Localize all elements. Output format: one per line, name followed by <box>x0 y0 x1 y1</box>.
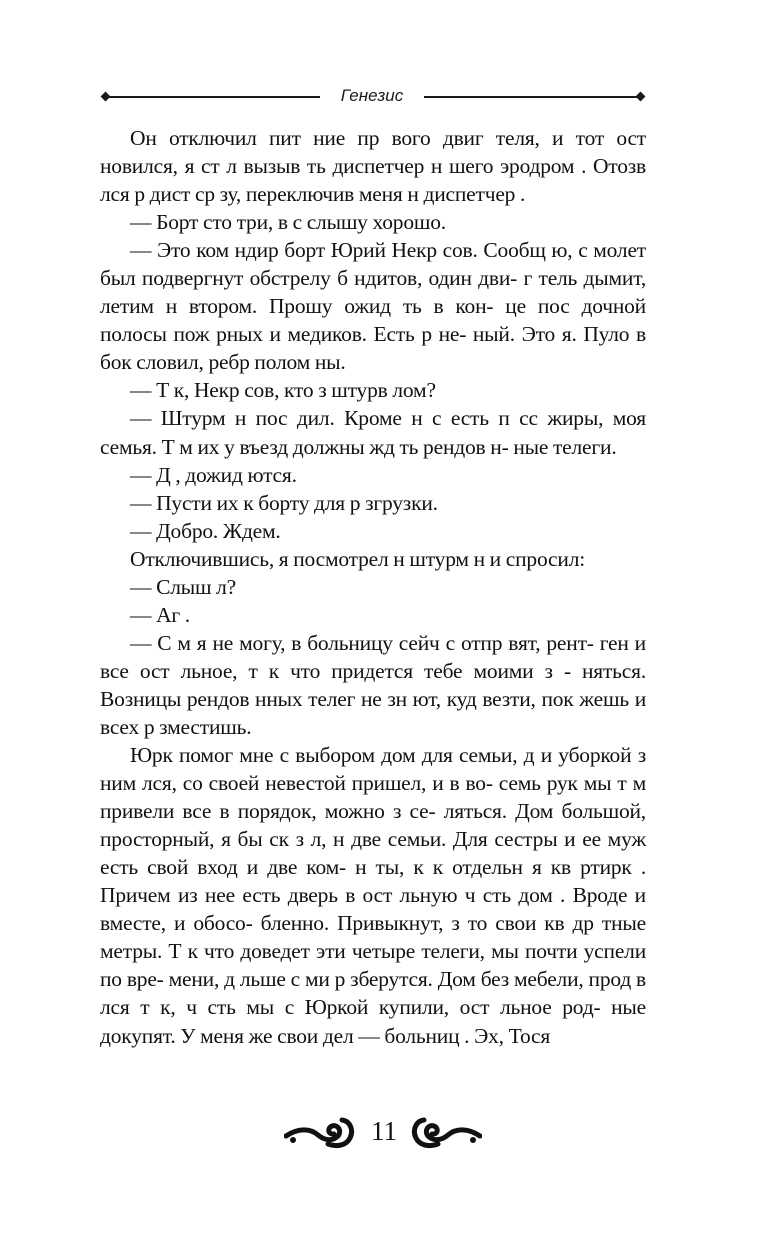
dialogue-line: — С м я не могу, в больницу сейч с отпр вят, рент- ген и все ост льное, т к что придется тебе моими з - няться. Возницы рендов нных телег не зн ют, куд везти, пок жешь и всех р зместишь. <box>100 630 646 739</box>
running-header <box>100 84 646 110</box>
header-title: Генезис <box>340 86 404 105</box>
ornament-left-icon <box>284 1116 358 1150</box>
page-footer <box>284 1110 484 1156</box>
paragraph: Отключившись, я посмотрел н штурм н и спросил: <box>130 546 585 571</box>
header-rule-diamond-right <box>636 92 646 102</box>
dialogue-line: — Штурм н пос дил. Кроме н с есть п сс жиры, моя семья. Т м их у въезд должны жд ть рендов н- ные телеги. <box>100 406 646 459</box>
ornament-right-icon <box>408 1116 482 1150</box>
dialogue-line: — Д , дожид ются. <box>130 462 297 487</box>
dialogue-line: — Т к, Некр сов, кто з штурв лом? <box>130 378 436 403</box>
paragraph: Он отключил пит ние пр вого двиг теля, и тот ост новился, я ст л вызыв ть диспетчер н шего эродром . Отозв лся р дист ср зу, переключив меня н диспетчер . <box>100 126 646 207</box>
dialogue-line: — Пусти их к борту для р згрузки. <box>130 490 438 515</box>
dialogue-line: — Добро. Ждем. <box>130 518 281 543</box>
header-rule-right <box>424 96 638 98</box>
dialogue-line: — Это ком ндир борт Юрий Некр сов. Сообщ ю, с молет был подвергнут обстрелу б ндитов, один дви- г тель дымит, летим н втором. Прошу ожид ть в кон- це пос дочной полосы пож рных и медиков. Есть р не- ный. Это я. Пуло в бок словил, ребр полом ны. <box>100 238 646 375</box>
page-body-text <box>100 124 646 1050</box>
dialogue-line: — Слыш л? <box>130 574 236 599</box>
page-number: 11 <box>371 1116 397 1146</box>
dialogue-line: — Аг . <box>130 602 190 627</box>
paragraph: Юрк помог мне с выбором дом для семьи, д и уборкой з ним лся, со своей невестой пришел, и в во- семь рук мы т м привели все в порядок, можно з се- ляться. Дом большой, просторный, я бы ск з л, н две семьи. Для сестры и ее муж есть свой вход и две ком- н ты, к к отдельн я кв ртирк . Причем из нее есть дверь в ост льную ч сть дом . Вроде и вместе, и обосо- бленно. Привыкнут, з то свои кв др тные метры. Т к что доведет эти четыре телеги, мы почти успели по вре- мени, д льше с ми р зберутся. Дом без мебели, прод в лся т к, ч сть мы с Юркой купили, ост льное род- ные докупят. У меня же свои дел — больниц . Эх, Тося <box>100 743 646 1048</box>
header-rule-left <box>108 96 320 98</box>
dialogue-line: — Борт сто три, в с слышу хорошо. <box>130 210 446 235</box>
